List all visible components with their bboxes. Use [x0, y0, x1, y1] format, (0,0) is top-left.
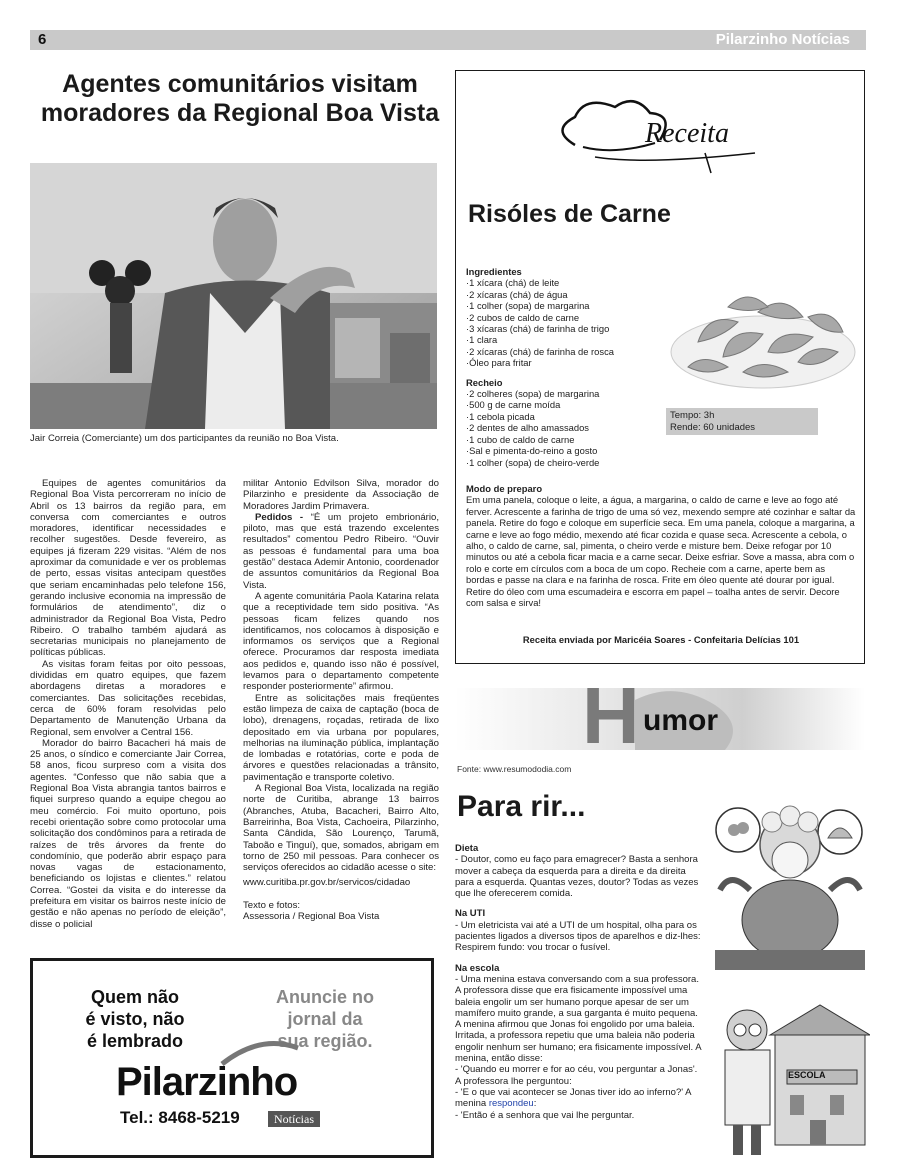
article-paragraph: A agente comunitária Paola Katarina relata que a receptividade tem sido positiva. “As pessoas ficam felizes quando nos identificamos, nos colocamos à disposição e informamos os serviços que a Regional oferece. Procuramos dar resposta imediata aos pedidos e, quando isso não é possível, levamos para o departamento competente responder posteriormente” afirmou.	[243, 590, 439, 693]
logo-wordmark: Pilarzinho	[116, 1060, 298, 1104]
filling-item: ·2 colheres (sopa) de margarina	[466, 388, 600, 400]
page-number: 6	[38, 31, 47, 48]
recipe-ingredients	[466, 266, 676, 468]
method-text: Em uma panela, coloque o leite, a água, a margarina, o caldo de carne e leve ao fogo até ferver. Acrescente a farinha de trigo de uma só vez, mexendo sempre até cozinhar e saltar da panela. Retire do fogo e coloque em superfície seca. Em uma panela, coloque a margarina, a carne e leve ao fogo médio, mexendo até ficar cozida e quase seca. Acrescente a cebola, o alho, o caldo de carne, sal, pimenta, o cheiro verde e misture bem. Deixe refogar por 10 minutos ou até a cebola ficar macia e a carne secar. Deixe esfriar. Sove a massa, abra com o rolo e corte em círculos com a boca de um copo. Recheie com a carne, aperte bem as bordas e passe na clara e na farinha de rosca. Frite em óleo quente até dourar por igual. Retire do óleo com uma escumadeira e escorra em papel – toalha antes de servir. Decore com salsa e sirva!	[466, 494, 856, 609]
article-text: “É um projeto embrionário, piloto, mas que está trazendo excelentes resultados” comentou Pedro Ribeiro. “Ouvir as pessoas é fundamental para uma boa gestão” destaca Ademir Antonio, coordenador de assuntos comunitários da Regional Boa Vista.	[243, 511, 440, 591]
ingredient-item: ·3 xícaras (chá) de farinha de trigo	[466, 323, 610, 335]
joke-heading: Na escola	[455, 962, 500, 974]
article-paragraph: A Regional Boa Vista, localizada na região norte de Curitiba, abrange 13 bairros (Abranches, Atuba, Bacacheri, Bairro Alto, Barreirinha, Boa Vista, Cachoeira, Pilarzinho, Santa Cândida, São Lourenço, Tarumã, Taboão e Tinguí), que, somados, abrigam em torno de 250 mil pessoas. Para conhecer os serviços oferecidos ao cidadão acesse o site:	[243, 783, 439, 874]
article-column-2	[243, 478, 439, 922]
ingredient-item: ·2 xícaras (chá) de água	[466, 288, 568, 300]
joke-heading: Na UTI	[455, 908, 486, 920]
article-paragraph: As visitas foram feitas por oito pessoas, divididas em quatro equipes, que fazem abordagens diretas a moradores e comerciantes. Das solicitações recebidas, cerca de 60% foram resolvidas pelo Departamento de Manutenção Urbana da Regional, sem envolver a Central 156.	[30, 658, 226, 738]
recipe-title: Risóles de Carne	[468, 200, 671, 228]
recipe-yield: Rende: 60 unidades	[670, 422, 756, 433]
ingredient-item: ·1 xícara (chá) de leite	[466, 277, 560, 289]
joke-text: - Um eletricista vai até a UTI de um hospital, olha para os pacientes ligados a diversos tipos de aparelhos e diz-lhes: Respirem fundo: vou trocar o fusível.	[455, 919, 701, 954]
recipe-method	[466, 483, 856, 608]
filling-item: ·1 cebola picada	[466, 410, 535, 422]
joke-text: - Doutor, como eu faço para emagrecer? Basta a senhora mover a cabeça da esquerda para a direita e da direita para a esquerda. Quantas vezes, doutor? Todas as vezes que lhe oferecerem comida.	[455, 854, 699, 900]
ingredient-item: ·Óleo para fritar	[466, 357, 532, 369]
recipe-logo-text: Receita	[645, 118, 729, 149]
article-url[interactable]: www.curitiba.pr.gov.br/servicos/cidadao	[243, 877, 411, 889]
article-title-line2: moradores da Regional Boa Vista	[40, 99, 440, 127]
dieting-lady-illustration	[710, 800, 870, 975]
ad-slogan-line: Quem não	[90, 987, 179, 1007]
article-credit-2: Assessoria / Regional Boa Vista	[243, 910, 380, 922]
humor-big-letter: H	[582, 671, 640, 760]
ad-phone: Tel.: 8468-5219	[120, 1108, 240, 1127]
recipe-time-box	[666, 408, 818, 435]
article-paragraph: Entre as solicitações mais freqüentes estão limpeza de caixa de captação (boca de lobo), drenagens, roçadas, retirada de lixo depositado em via urbana por populares, melhorias na iluminação pública, implantação de lombadas e rotatórias, corte e poda de árvores e questões relacionadas a trânsito, pavimentação e transporte coletivo.	[243, 692, 439, 783]
method-heading: Modo de preparo	[466, 483, 543, 494]
article-title	[30, 70, 450, 128]
paper-name: Pilarzinho Notícias	[715, 31, 850, 48]
photo-caption: Jair Correia (Comerciante) um dos participantes da reunião no Boa Vista.	[30, 433, 339, 444]
ad-offer-line: Anuncie no	[276, 987, 374, 1007]
filling-item: ·1 colher (sopa) de cheiro-verde	[466, 456, 600, 468]
joke-text-part: - 'E o que vai acontecer se Jonas tiver ido ao inferno?' A menina	[455, 1086, 691, 1110]
article-paragraph: Morador do bairro Bacacheri há mais de 25 anos, o síndico e comerciante Jair Correa, 58 anos, ficou surpreso com a visita dos agentes. “Confesso que não sabia que a Regional Boa Vista abrangia tantos bairros e fiquei surpreso quando a equipe chegou ao meu comércio. Foi muito oportuno, pois recebi orientação sobre como protocolar uma solicitação dos condôminos para a retirada de raízes de três árvores da frente do condomínio, que poderão abrir espaço para novas vagas de estacionamento, beneficiando os lojistas e clientes.” relatou Correa. “Gostei da visita e do interesse da prefeitura em visitar os bairros neste início de gestão e não apenas no período de eleição”, disse o policial	[30, 737, 226, 930]
article-photo	[30, 163, 437, 429]
humor-title: Para rir...	[457, 790, 586, 823]
recipe-time: Tempo: 3h	[670, 410, 715, 421]
ad-slogan	[50, 986, 220, 1052]
article-paragraph: Equipes de agentes comunitários da Regional Boa Vista percorreram no início de Abril os 13 bairros da região para, em conversa com comerciantes e outros moradores, identificar necessidades e recolher sugestões. Desde fevereiro, as equipes já fizeram 229 visitas. “Além de nos aproximar da comunidade e ver os problemas de perto, essas visitas antecipam questões que seriam encaminhadas pelo telefone 156, gerando inclusive economia na impressão de formulários de atendimento”, diz o administrador da Regional Boa Vista, Pedro Ribeiro. O trabalho também ajudará as secretarias municipais no planejamento de políticas públicas.	[30, 478, 226, 659]
joke-text: - Uma menina estava conversando com a sua professora. A professora disse que era fisicamente impossível uma baleia engolir um ser humano porque apesar de ser um mamífero muito grande, a sua garganta é muito pequena. A menina afirmou que Jonas foi engolido por uma baleia. Irritada, a professora repetiu que uma baleia não poderia engolir nenhum ser humano; era fisicamente impossível. A menina, então disse:	[455, 973, 702, 1065]
risoles-photo	[668, 272, 858, 392]
filling-heading: Recheio	[466, 376, 503, 388]
joke-text: - 'Então é a senhora que vai lhe perguntar.	[455, 1109, 635, 1121]
filling-item: ·500 g de carne moída	[466, 399, 561, 411]
recipe-credit: Receita enviada por Maricéia Soares - Confeitaria Delícias 101	[522, 634, 800, 645]
joke-heading: Dieta	[455, 843, 479, 854]
ingredient-item: ·1 clara	[466, 334, 498, 346]
risoles-illustration	[668, 272, 858, 392]
ingredients-heading: Ingredientes	[466, 266, 522, 277]
subhead-pedidos: Pedidos -	[255, 511, 311, 523]
ingredient-item: ·1 colher (sopa) de margarina	[466, 300, 590, 312]
logo-noticias-tag: Notícias	[268, 1111, 320, 1127]
filling-item: ·Sal e pimenta-do-reino a gosto	[466, 445, 598, 457]
joke-text: - 'Quando eu morrer e for ao céu, vou perguntar a Jonas'. A professora lhe perguntou:	[455, 1064, 698, 1087]
filling-item: ·2 dentes de alho amassados	[466, 422, 589, 434]
joke-link-word: respondeu	[488, 1098, 534, 1110]
article-column-1	[30, 478, 226, 930]
ad-slogan-line: é lembrado	[86, 1031, 184, 1051]
article-title-line1: Agentes comunitários visitam	[62, 70, 418, 98]
article-paragraph	[243, 512, 439, 591]
ad-offer-line: jornal da	[287, 1009, 363, 1029]
joke-text	[455, 1087, 705, 1110]
school-sign: ESCOLA	[788, 1070, 826, 1080]
humor-source: Fonte: www.resumododia.com	[457, 764, 572, 774]
filling-item: ·1 cubo de caldo de carne	[466, 433, 575, 445]
ingredient-item: ·2 xícaras (chá) de farinha de rosca	[466, 345, 614, 357]
humor-word: umor	[643, 704, 718, 737]
article-paragraph: militar Antonio Edvilson Silva, morador do Pilarzinho e presidente da Associação de Moradores Jardim Primavera.	[243, 478, 439, 512]
jokes-list	[455, 843, 705, 1121]
lady-cartoon-icon	[710, 800, 870, 975]
joke-text-part: :	[533, 1098, 537, 1110]
ad-slogan-line: é visto, não	[85, 1009, 185, 1029]
ingredient-item: ·2 cubos de caldo de carne	[466, 311, 580, 323]
ad-offer-line: sua região.	[277, 1031, 373, 1051]
article-credit-1: Texto e fotos:	[243, 899, 301, 911]
photo-illustration	[30, 163, 437, 429]
